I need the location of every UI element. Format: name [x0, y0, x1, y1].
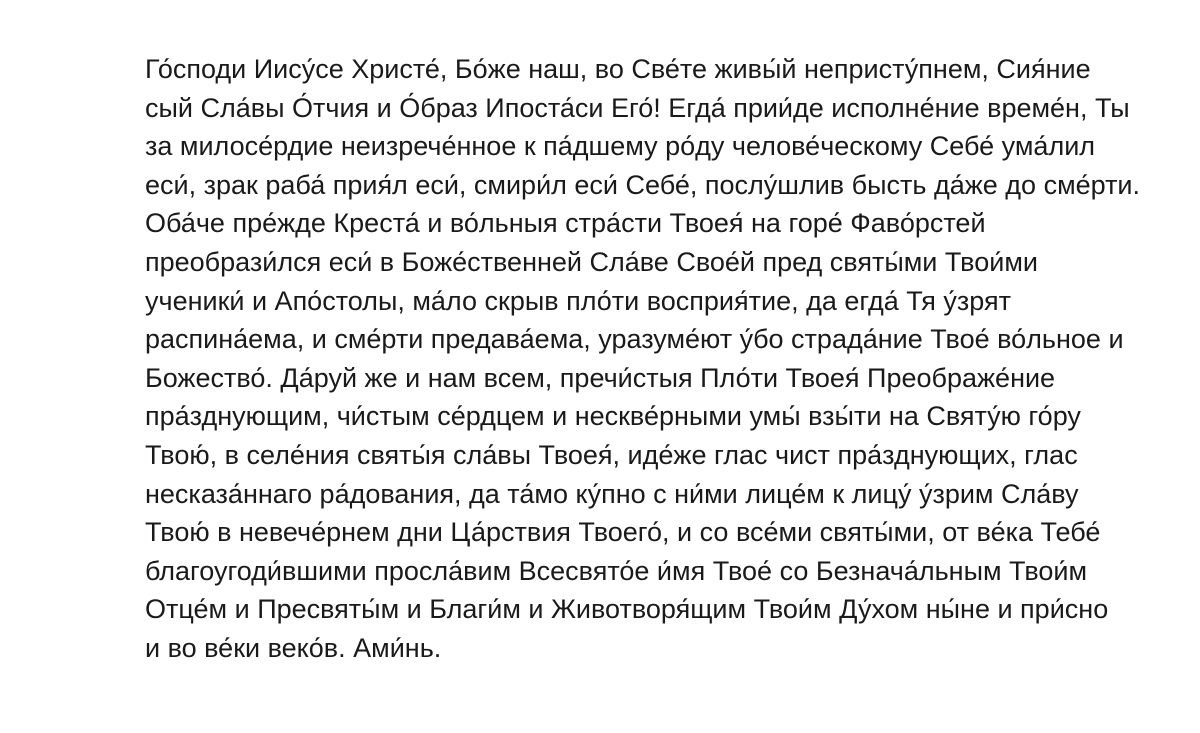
- text-line: сый Сла́вы О́тчия и О́браз Ипоста́си Его́! Егда́ прии́де исполне́ние време́н, Ты: [145, 92, 1130, 123]
- text-line: за милосе́рдие неизрече́нное к па́дшему ро́ду челове́ческому Себе́ ума́лил: [145, 131, 1096, 162]
- text-line: благоугоди́вшими просла́вим Всесвято́е и́мя Твое́ со Безнача́льным Твои́м: [145, 555, 1088, 586]
- prayer-text-block: [145, 50, 1145, 668]
- text-line: преобрази́лся еси́ в Боже́ственней Сла́ве Свое́й пред святы́ми Твои́ми: [145, 246, 1038, 277]
- text-line: Твою́, в селе́ния святы́я сла́вы Твоея́, иде́же глас чист пра́зднующих, глас: [145, 439, 1078, 470]
- text-line: Го́споди Иису́се Христе́, Бо́же наш, во Све́те живы́й непристу́пнем, Сия́ние: [145, 54, 1091, 84]
- text-line: пра́зднующим, чи́стым се́рдцем и нескве́рными умы́ взы́ти на Святу́ю го́ру: [145, 401, 1081, 432]
- text-line: ученики́ и Апо́столы, ма́ло скрыв пло́ти восприя́тие, да егда́ Тя у́зрят: [145, 285, 1011, 316]
- text-line: распина́ема, и сме́рти предава́ема, уразуме́ют у́бо страда́ние Твое́ во́льное и: [145, 324, 1124, 355]
- text-line: и во ве́ки веко́в. Ами́нь.: [145, 632, 442, 663]
- text-line: Отце́м и Пресвяты́м и Благи́м и Животворя́щим Твои́м Ду́хом ны́не и при́сно: [145, 594, 1109, 625]
- text-line: Божество́. Да́руй же и нам всем, пречи́стыя Пло́ти Твоея́ Преображе́ние: [145, 362, 1056, 393]
- text-line: несказа́ннаго ра́дования, да та́мо ку́пно с ни́ми лице́м к лицу́ у́зрим Сла́ву: [145, 478, 1079, 509]
- text-line: еси́, зрак раба́ прия́л еси́, смири́л еси́ Себе́, послу́шлив бысть да́же до сме́рти.: [145, 169, 1141, 200]
- text-line: Твою́ в невече́рнем дни Ца́рствия Твоего́, и со все́ми святы́ми, от ве́ка Тебе́: [145, 517, 1101, 548]
- text-line: Оба́че пре́жде Креста́ и во́льныя стра́сти Твоея́ на горе́ Фаво́рстей: [145, 208, 986, 239]
